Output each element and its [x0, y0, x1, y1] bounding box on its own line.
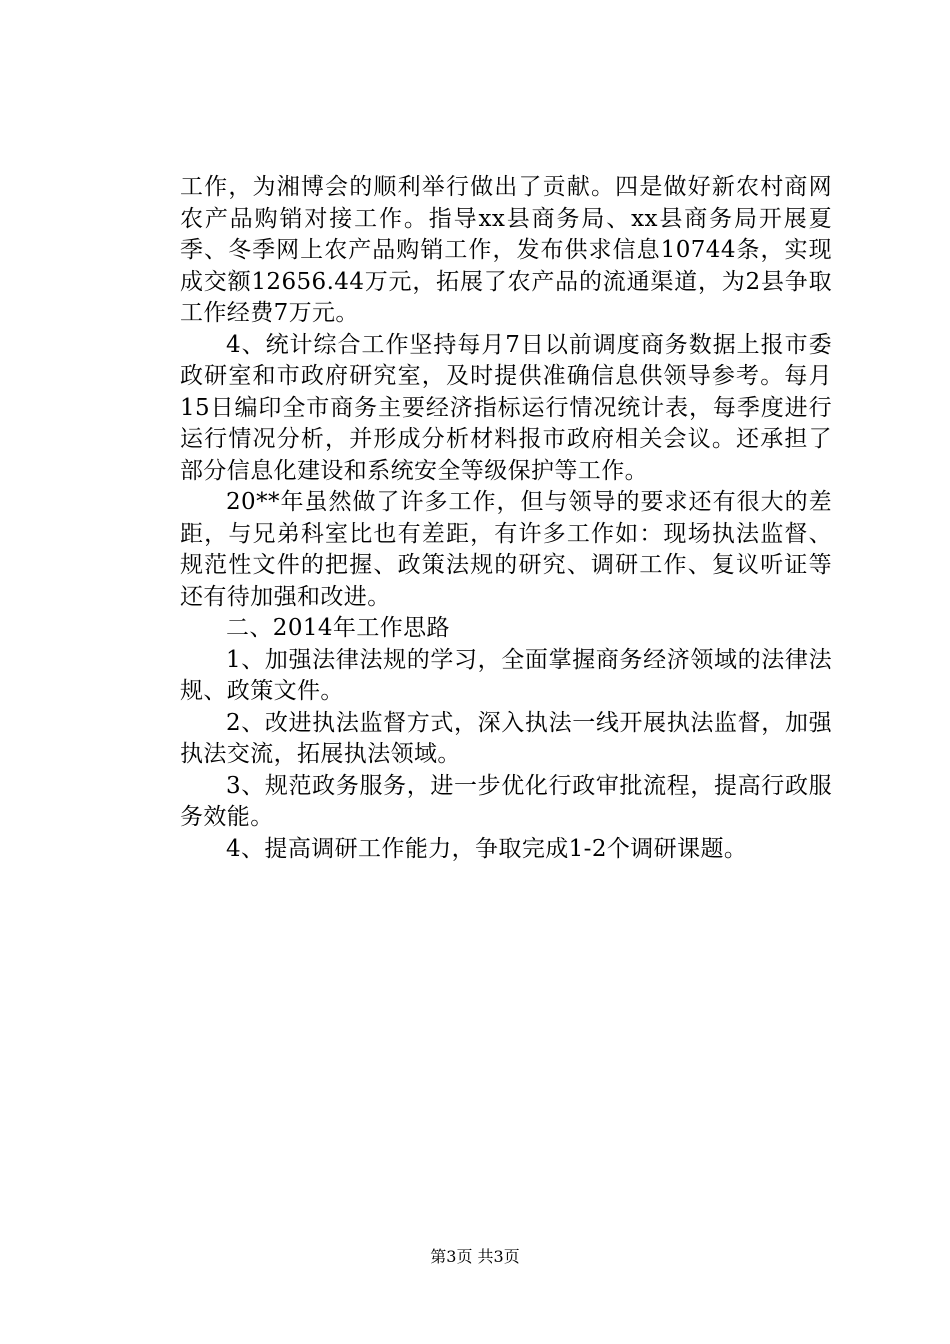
plan-item-1: 1、加强法律法规的学习，全面掌握商务经济领域的法律法规、政策文件。 — [180, 646, 832, 704]
plan-item-2: 2、改进执法监督方式，深入执法一线开展执法监督，加强执法交流，拓展执法领域。 — [180, 709, 832, 767]
paragraph-statistics-work: 4、统计综合工作坚持每月7日以前调度商务数据上报市委政研室和市政府研究室，及时提供准确信息供领导参考。每月15日编印全市商务主要经济指标运行情况统计表，每季度进行运行情况分析，并形成分析材料报市政府相关会议。还承担了部分信息化建设和系统安全等级保护等工作。 — [180, 331, 832, 484]
plan-item-3: 3、规范政务服务，进一步优化行政审批流程，提高行政服务效能。 — [180, 772, 832, 830]
paragraph-shortcomings: 20**年虽然做了许多工作，但与领导的要求还有很大的差距，与兄弟科室比也有差距，有许多工作如：现场执法监督、规范性文件的把握、政策法规的研究、调研工作、复议听证等还有待加强和改进。 — [180, 489, 832, 610]
document-body — [180, 172, 832, 865]
plan-item-4: 4、提高调研工作能力，争取完成1-2个调研课题。 — [226, 835, 748, 862]
paragraph-trade-network: 工作，为湘博会的顺利举行做出了贡献。四是做好新农村商网农产品购销对接工作。指导xx县商务局、xx县商务局开展夏季、冬季网上农产品购销工作，发布供求信息10744条，实现成交额12656.44万元，拓展了农产品的流通渠道，为2县争取工作经费7万元。 — [180, 174, 832, 326]
section-heading-work-plan: 二、2014年工作思路 — [226, 615, 450, 641]
page-number-footer: 第3页 共3页 — [430, 1247, 520, 1266]
